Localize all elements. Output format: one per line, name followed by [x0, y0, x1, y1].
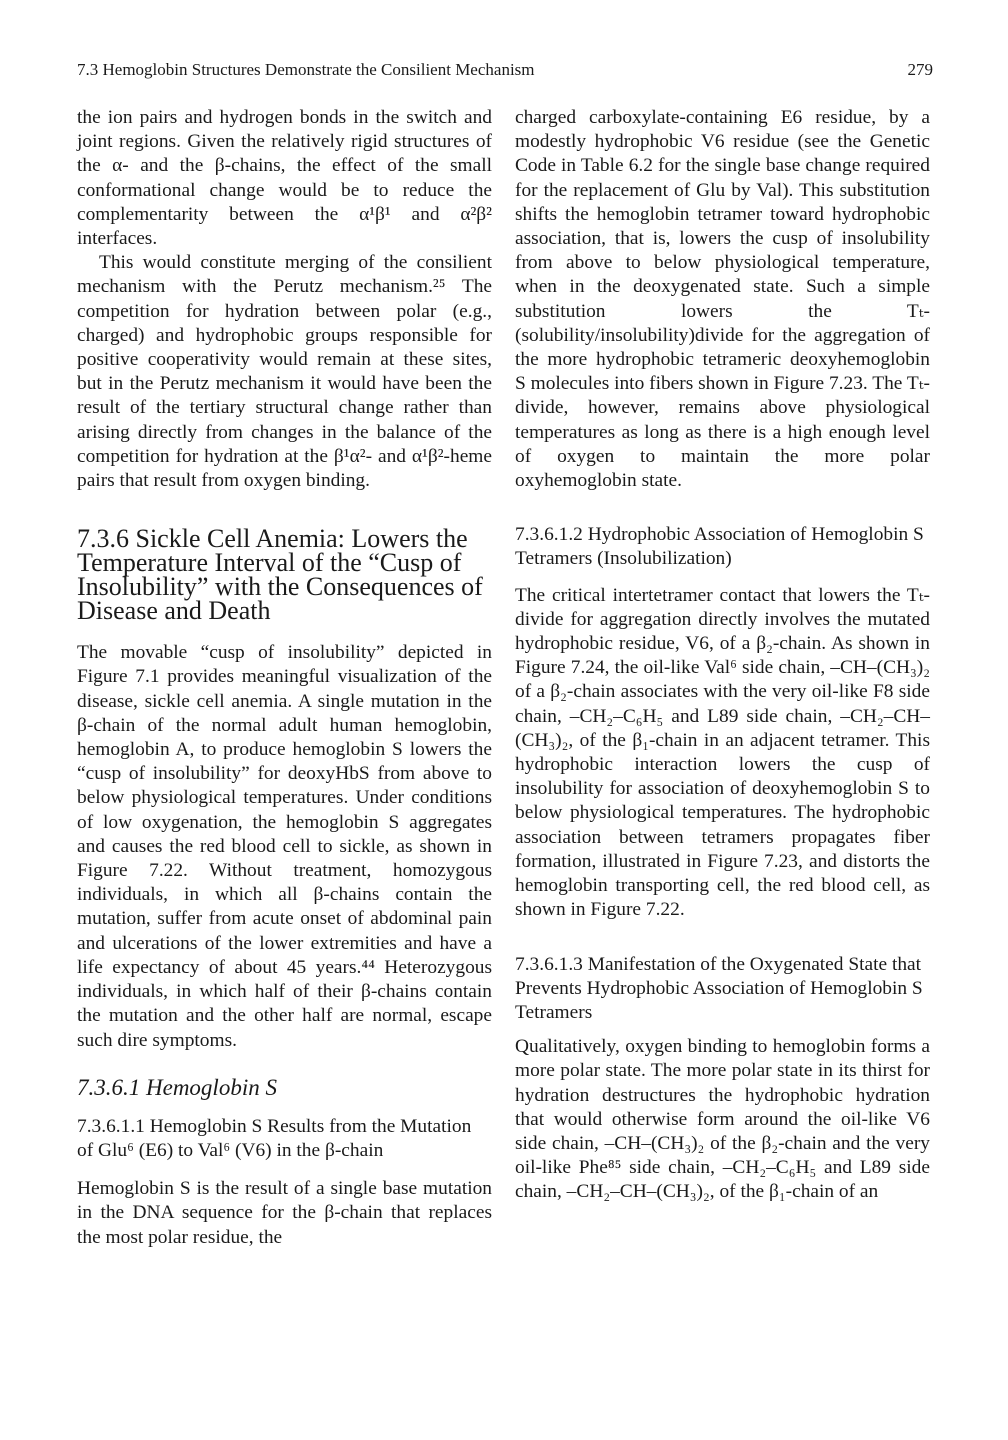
running-header — [77, 60, 933, 84]
right-paragraph-3: Qualitatively, oxygen binding to hemoglobin forms a more polar state. The more polar state in its thirst for hydration destructures the hydrophobic hydration that would otherwise form around the oil-like V6 side chain, –CH–(CH₃)₂ of the β₂-chain and the very oil-like Phe⁸⁵ side chain, –CH₂–C₆H₅ and L89 side chain, –CH₂–CH–(CH₃)₂, of the β₁-chain of an — [515, 1036, 930, 1203]
subsection-heading: 7.3.6.1 Hemoglobin S — [77, 1074, 277, 1100]
left-paragraph-2: This would constitute merging of the consilient mechanism with the Perutz mechanism.²⁵ The competition for hydration between polar (e.g., charged) and hydrophobic groups responsible for positive cooperativity would remain at these sites, but in the Perutz mechanism it would have been the result of the tertiary structural change rather than arising directly from changes in the balance of the competition for hydration at the β¹α²- and α¹β²-heme pairs that result from oxygen binding. — [77, 252, 492, 492]
subsubsection-heading-2: 7.3.6.1.2 Hydrophobic Association of Hemoglobin S Tetramers (Insolubilization) — [515, 524, 924, 570]
right-paragraph-2: The critical intertetramer contact that lowers the Tₜ-divide for aggregation directly involves the mutated hydrophobic residue, V6, of a β₂-chain. As shown in Figure 7.24, the oil-like Val⁶ side chain, –CH–(CH₃)₂ of a β₂-chain associates with the very oil-like F8 side chain, –CH₂–C₆H₅ and L89 side chain, –CH₂–CH–(CH₃)₂, of the β₁-chain in an adjacent tetramer. This hydrophobic interaction lowers the cusp of insolubility for association of deoxyhemoglobin S to below physiological temperatures. The hydrophobic association between tetramers propagates fiber formation, illustrated in Figure 7.23, and distorts the hemoglobin transporting cell, the red blood cell, as shown in Figure 7.22. — [515, 584, 930, 921]
right-column — [515, 106, 930, 1205]
running-title: 7.3 Hemoglobin Structures Demonstrate the Consilient Mechanism — [77, 60, 535, 79]
subsubsection-heading-1: 7.3.6.1.1 Hemoglobin S Results from the Mutation of Glu⁶ (E6) to Val⁶ (V6) in the β-chain — [77, 1115, 472, 1161]
left-paragraph-3: The movable “cusp of insolubility” depicted in Figure 7.1 provides meaningful visualization of the disease, sickle cell anemia. A single mutation in the β-chain of the normal adult human hemoglobin, hemoglobin A, to produce hemoglobin S lowers the “cusp of insolubility” for deoxyHbS from above to below physiological temperatures. Under conditions of low oxygenation, the hemoglobin S aggregates and causes the red blood cell to sickle, as shown in Figure 7.22. Without treatment, homozygous individuals, in which all β-chains contain the mutation, suffer from acute onset of abdominal pain and ulcerations of the lower extremities and have a life expectancy of about 45 years.⁴⁴ Heterozygous individuals, in which half of their β-chains contain the mutation and the other half are normal, escape such dire symptoms. — [77, 642, 492, 1051]
section-heading: 7.3.6 Sickle Cell Anemia: Lowers the Temperature Interval of the “Cusp of Insolubility” with the Consequences of Disease and Death — [77, 524, 483, 626]
left-column — [77, 106, 492, 1250]
subsubsection-heading-3: 7.3.6.1.3 Manifestation of the Oxygenated State that Prevents Hydrophobic Association of Hemoglobin S Tetramers — [515, 953, 923, 1023]
left-paragraph-1: the ion pairs and hydrogen bonds in the switch and joint regions. Given the relatively rigid structures of the α- and the β-chains, the effect of the small conformational change would be to reduce the complementarity between the α¹β¹ and α²β² interfaces. — [77, 107, 492, 250]
left-paragraph-4: Hemoglobin S is the result of a single base mutation in the DNA sequence for the β-chain that replaces the most polar residue, the — [77, 1178, 492, 1248]
page-number: 279 — [907, 60, 933, 79]
right-paragraph-1: charged carboxylate-containing E6 residue, by a modestly hydrophobic V6 residue (see the Genetic Code in Table 6.2 for the single base change required for the replacement of Glu by Val). This substitution shifts the hemoglobin tetramer toward hydrophobic association, that is, lowers the cusp of insolubility from above to below physiological temperature, when in the deoxygenated state. Such a simple substitution lowers the Tₜ-(solubility/insolubility)divide for the aggregation of the more hydrophobic tetrameric deoxyhemoglobin S molecules into fibers shown in Figure 7.23. The Tₜ-divide, however, remains above physiological temperatures as long as there is a high enough level of oxygen to maintain the more polar oxyhemoglobin state. — [515, 107, 930, 492]
